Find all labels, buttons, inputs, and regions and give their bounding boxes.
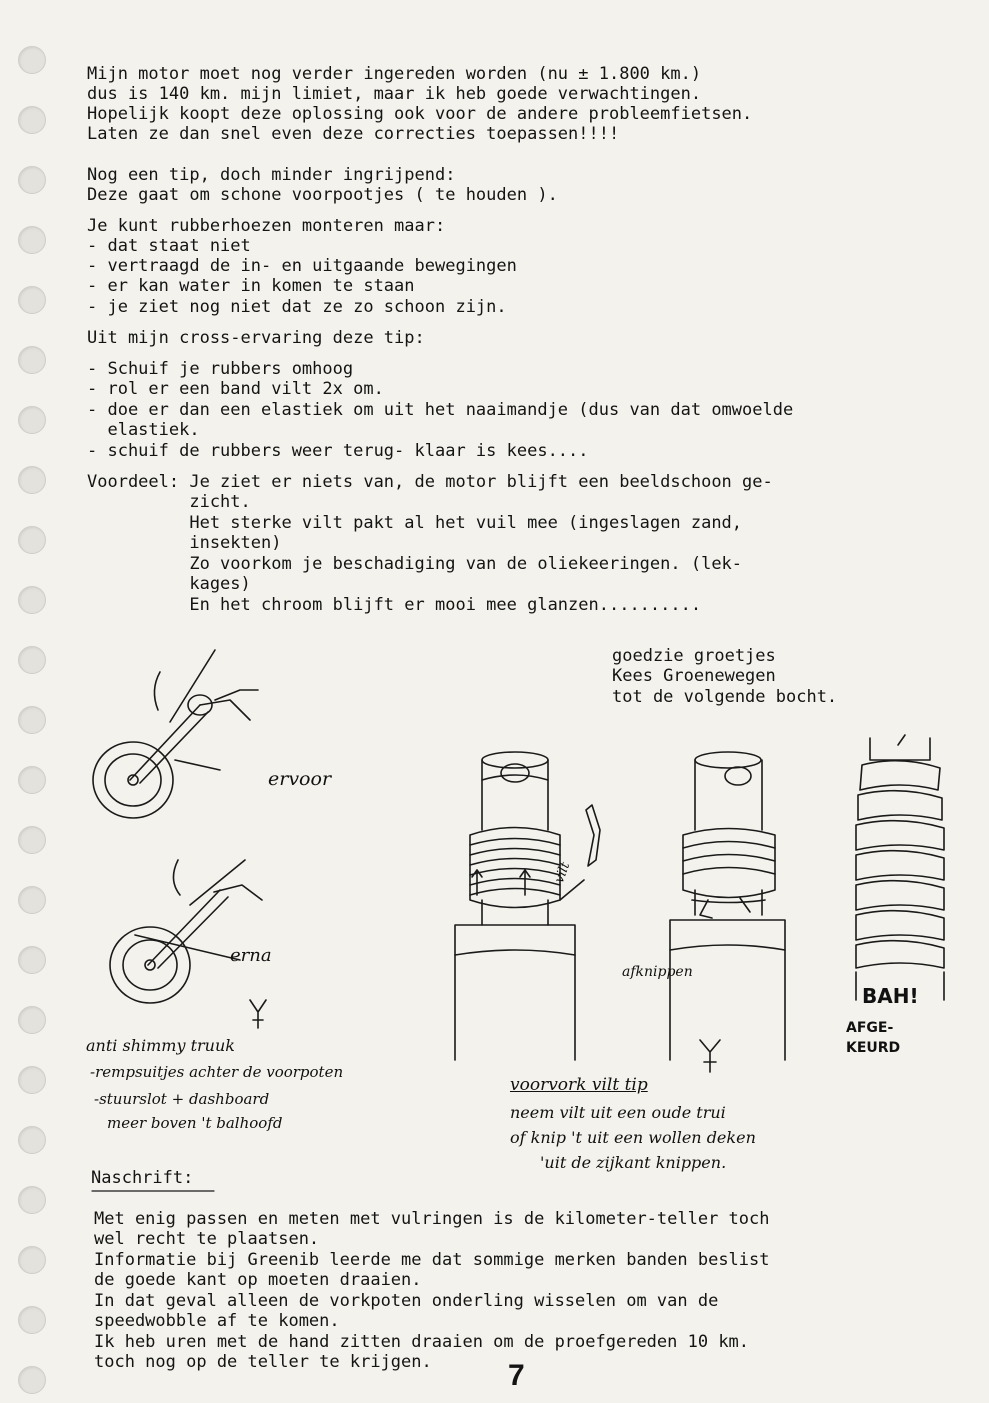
text-line: - dat staat niet bbox=[87, 236, 251, 256]
text-line: En het chroom blijft er mooi mee glanzen.......... bbox=[87, 595, 702, 615]
page-number: 7 bbox=[508, 1359, 525, 1392]
signoff-line: tot de volgende bocht. bbox=[612, 687, 838, 707]
text-line: kages) bbox=[87, 574, 251, 594]
text-line: - rol er een band vilt 2x om. bbox=[87, 379, 384, 399]
text-line: - doe er dan een elastiek om uit het naaimandje (dus van dat omwoelde bbox=[87, 400, 794, 420]
text-line: zicht. bbox=[87, 492, 251, 512]
motorcycle-front-sketch-top bbox=[93, 650, 258, 818]
signoff-line: goedzie groetjes bbox=[612, 646, 776, 666]
text-line: Voordeel: Je ziet er niets van, de motor blijft een beeldschoon ge- bbox=[87, 472, 773, 492]
bah-label: BAH! bbox=[862, 984, 919, 1008]
right-caption-line: of knip 't uit een wollen deken bbox=[510, 1128, 756, 1147]
right-caption-line: 'uit de zijkant knippen. bbox=[540, 1153, 727, 1172]
right-caption-line: neem vilt uit een oude trui bbox=[510, 1103, 726, 1122]
text-line: Ik heb uren met de hand zitten draaien om de proefgereden 10 km. bbox=[94, 1332, 750, 1352]
afknippen-label: afknippen bbox=[622, 964, 693, 980]
text-line: Uit mijn cross-ervaring deze tip: bbox=[87, 328, 425, 348]
text-line: Deze gaat om schone voorpootjes ( te houden ). bbox=[87, 185, 558, 205]
text-line: de goede kant op moeten draaien. bbox=[94, 1270, 422, 1290]
fork-leg-sketch-1 bbox=[455, 752, 600, 1060]
fork-leg-sketch-2 bbox=[670, 752, 785, 1072]
text-line: Mijn motor moet nog verder ingereden worden (nu ± 1.800 km.) bbox=[87, 64, 702, 84]
afgekeurd-label: AFGE- bbox=[846, 1020, 894, 1036]
text-line: Het sterke vilt pakt al het vuil mee (ingeslagen zand, bbox=[87, 513, 743, 533]
text-line: - je ziet nog niet dat ze zo schoon zijn. bbox=[87, 297, 507, 317]
text-line: Met enig passen en meten met vulringen is de kilometer-teller toch bbox=[94, 1209, 770, 1229]
left-caption-line: meer boven 't balhoofd bbox=[107, 1114, 283, 1132]
motorcycle-front-sketch-bottom bbox=[110, 860, 266, 1028]
text-line: - er kan water in komen te staan bbox=[87, 276, 415, 296]
text-line: dus is 140 km. mijn limiet, maar ik heb goede verwachtingen. bbox=[87, 84, 702, 104]
text-line: elastiek. bbox=[87, 420, 200, 440]
text-line: Je kunt rubberhoezen monteren maar: bbox=[87, 216, 446, 236]
text-line: wel recht te plaatsen. bbox=[94, 1229, 320, 1249]
text-line: Informatie bij Greenib leerde me dat sommige merken banden beslist bbox=[94, 1250, 770, 1270]
text-line: Laten ze dan snel even deze correcties toepassen!!!! bbox=[87, 124, 620, 144]
text-line: Hopelijk koopt deze oplossing ook voor de andere probleemfietsen. bbox=[87, 104, 753, 124]
text-line: - Schuif je rubbers omhoog bbox=[87, 359, 354, 379]
text-line: Zo voorkom je beschadiging van de oliekeeringen. (lek- bbox=[87, 554, 743, 574]
text-line: toch nog op de teller te krijgen. bbox=[94, 1352, 432, 1372]
ervoor-label: ervoor bbox=[268, 768, 332, 790]
naschrift-heading: Naschrift: bbox=[91, 1168, 194, 1188]
text-line: - vertraagd de in- en uitgaande bewegingen bbox=[87, 256, 517, 276]
text-line: insekten) bbox=[87, 533, 282, 553]
rubber-boot-sketch bbox=[856, 735, 944, 1000]
vilt-label: vilt bbox=[552, 860, 574, 886]
afgekeurd-label: KEURD bbox=[846, 1040, 901, 1056]
left-caption-line: anti shimmy truuk bbox=[86, 1036, 235, 1055]
erna-label: erna bbox=[230, 945, 272, 966]
right-caption-line: voorvork vilt tip bbox=[510, 1075, 648, 1095]
text-line: In dat geval alleen de vorkpoten onderling wisselen om van de bbox=[94, 1291, 719, 1311]
signoff-line: Kees Groenewegen bbox=[612, 666, 776, 686]
left-caption-line: -rempsuitjes achter de voorpoten bbox=[90, 1063, 344, 1081]
text-line: Nog een tip, doch minder ingrijpend: bbox=[87, 165, 456, 185]
text-line: speedwobble af te komen. bbox=[94, 1311, 340, 1331]
left-caption-line: -stuurslot + dashboard bbox=[94, 1090, 270, 1108]
text-line: - schuif de rubbers weer terug- klaar is kees.... bbox=[87, 441, 589, 461]
